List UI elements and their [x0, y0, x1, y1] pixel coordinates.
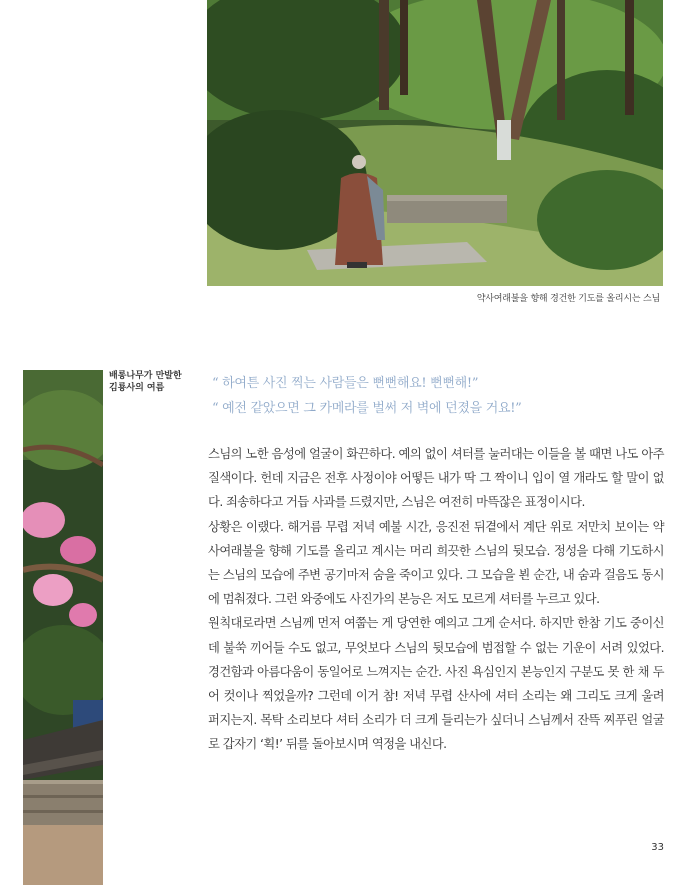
- paragraph-3: 원칙대로라면 스님께 먼저 여쭙는 게 당연한 예의고 그게 순서다. 하지만 한참 기도 중이신데 불쑥 끼어들 수도 없고, 무엇보다 스님의 뒷모습에 범접할 수 없는 기운이 서려 있었다. 경건함과 아름다움이 동일어로 느껴지는 순간. 사진 욕심인지 본능인지 구분도 못 한 채 두어 컷이나 찍었을까? 그런데 이거 참! 저녁 무렵 산사에 셔터 소리는 왜 그리도 크게 울려 퍼지는지. 목탁 소리보다 셔터 소리가 더 크게 들리는가 싶더니 스님께서 잔뜩 찌푸린 얼굴로 갑자기 ‘획!’ 뒤를 돌아보시며 역정을 내신다.: [208, 616, 664, 752]
- paragraph-1: 스님의 노한 음성에 얼굴이 화끈하다. 예의 없이 셔터를 눌러대는 이들을 볼 때면 나도 아주 질색이다. 헌데 지금은 전후 사정이야 어떻든 내가 딱 그 짝이니 입이 열 개라도 할 말이 없다. 죄송하다고 거듭 사과를 드렸지만, 스님은 여전히 마뜩잖은 표정이시다.: [208, 447, 664, 510]
- page-number: 33: [651, 842, 664, 853]
- paragraph-2: 상황은 이랬다. 해거름 무렵 저녁 예불 시간, 응진전 뒤곁에서 계단 위로 저만치 보이는 약사여래불을 향해 기도를 올리고 계시는 머리 희끗한 스님의 뒷모습. 정성을 다해 기도하시는 스님의 모습에 주변 공기마저 숨을 죽이고 있다. 그 모습을 뵌 순간, 내 숨과 걸음도 동시에 멈춰졌다. 그런 와중에도 사진가의 본능은 저도 모르게 셔터를 누르고 있다.: [208, 519, 664, 607]
- side-photo-caption: [109, 370, 199, 394]
- quote-line-1: “ 하여튼 사진 찍는 사람들은 뻔뻔해요! 뻔뻔해!”: [212, 376, 479, 391]
- monk-praying-photo: [207, 0, 663, 286]
- photo-caption: 약사여래불을 향해 경건한 기도를 올리시는 스님: [476, 294, 660, 304]
- quote-block: [212, 371, 662, 421]
- crape-myrtle-photo: [23, 370, 103, 885]
- side-caption-line-1: 배롱나무가 만발한: [109, 371, 182, 381]
- side-caption-line-2: 김룡사의 여름: [109, 383, 165, 393]
- quote-line-2: “ 예전 같았으면 그 카메라를 벌써 저 벽에 던졌을 거요!”: [212, 401, 522, 416]
- article-body: [208, 442, 664, 757]
